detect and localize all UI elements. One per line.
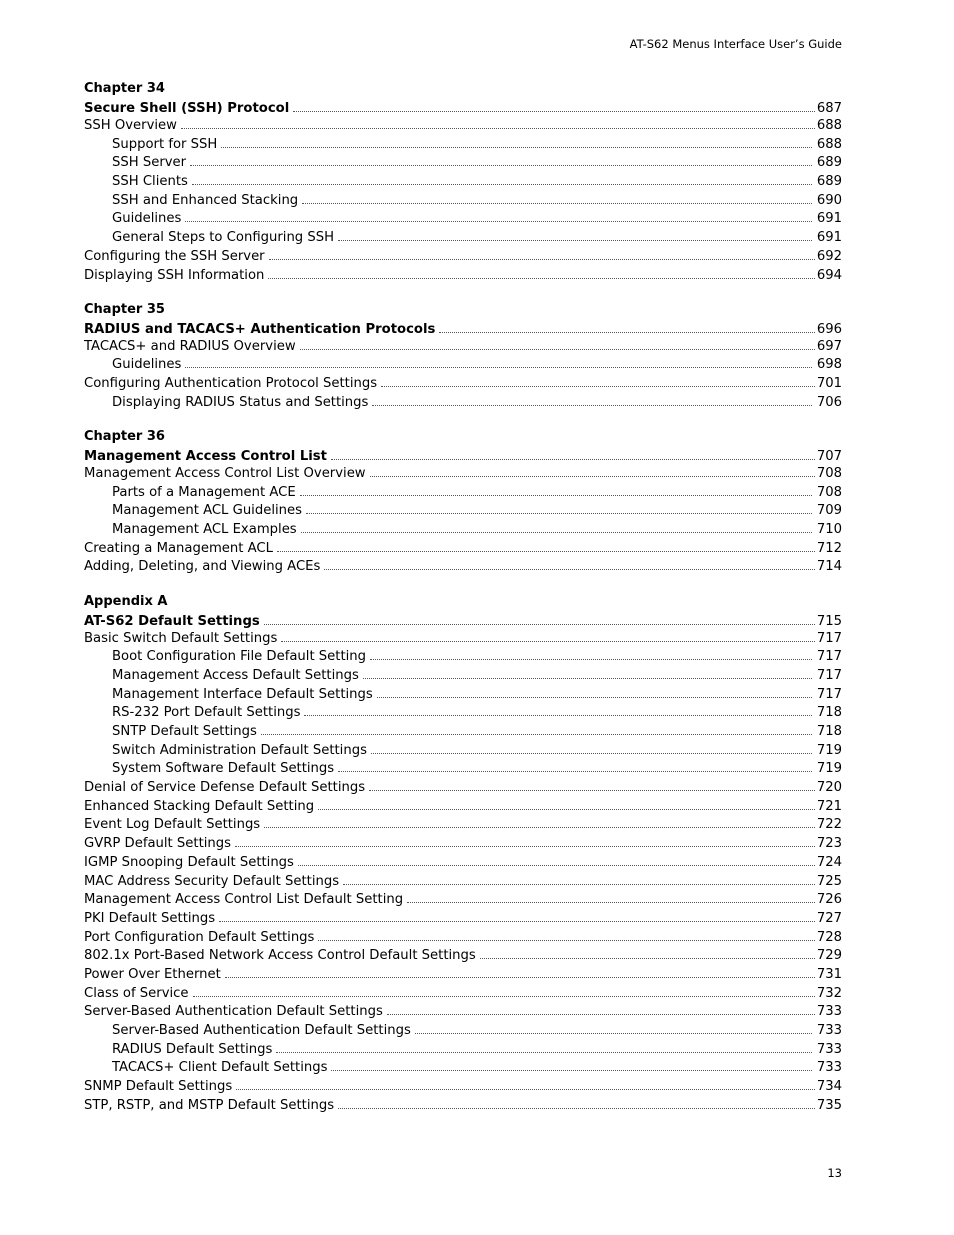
dot-leader xyxy=(268,275,814,279)
dot-leader xyxy=(264,621,815,625)
dot-leader xyxy=(306,510,812,514)
dot-leader xyxy=(219,918,815,922)
toc-entry[interactable] xyxy=(84,394,842,413)
dot-leader xyxy=(372,402,811,406)
toc-page-number: 689 xyxy=(816,174,842,190)
toc-page-number: 701 xyxy=(816,376,842,392)
toc-entry[interactable] xyxy=(84,1022,842,1041)
toc-entry-text: TACACS+ Client Default Settings xyxy=(112,1060,328,1076)
toc-page-number: 726 xyxy=(816,892,842,908)
toc-entry-text: Class of Service xyxy=(84,985,189,1001)
toc-chapter-title[interactable] xyxy=(84,614,842,630)
toc-entry[interactable] xyxy=(84,704,842,723)
toc-chapter-title[interactable] xyxy=(84,101,842,117)
dot-leader xyxy=(415,1030,812,1034)
toc-entry[interactable] xyxy=(84,966,842,985)
dot-leader xyxy=(300,346,815,350)
toc-entry[interactable] xyxy=(84,779,842,798)
toc-entry-text: RS-232 Port Default Settings xyxy=(112,705,301,721)
toc-entry-text: AT-S62 Default Settings xyxy=(84,613,260,629)
toc-page-number: 694 xyxy=(816,267,842,283)
toc-entry[interactable] xyxy=(84,1041,842,1060)
toc-page-number: 733 xyxy=(816,1023,842,1038)
toc-page-number: 708 xyxy=(816,465,842,481)
dot-leader xyxy=(370,656,812,660)
toc-entry-text: TACACS+ and RADIUS Overview xyxy=(84,338,296,354)
chapter-label: Chapter 35 xyxy=(84,301,165,317)
toc-page-number: 696 xyxy=(816,321,842,337)
toc-page-number: 688 xyxy=(816,136,842,152)
toc-entry[interactable] xyxy=(84,117,842,136)
toc-entry[interactable] xyxy=(84,173,842,192)
toc-page-number: 725 xyxy=(816,873,842,889)
toc-entry[interactable] xyxy=(84,854,842,873)
dot-leader xyxy=(298,862,815,866)
toc-entry-text: Management Access Default Settings xyxy=(112,667,359,683)
dot-leader xyxy=(193,993,815,997)
dot-leader xyxy=(363,675,812,679)
toc-entry-text: Management ACL Examples xyxy=(112,522,297,537)
toc-chapter xyxy=(84,301,842,413)
dot-leader xyxy=(236,1086,815,1090)
toc-entry[interactable] xyxy=(84,229,842,248)
toc-page-number: 719 xyxy=(816,761,842,777)
toc-page-number: 690 xyxy=(816,192,842,208)
toc-page-number: 709 xyxy=(816,503,842,519)
toc-entry-text: Parts of a Management ACE xyxy=(112,484,296,500)
toc-chapter-title[interactable] xyxy=(84,322,842,338)
toc-entry-text: SNTP Default Settings xyxy=(112,724,257,739)
toc-entry-text: PKI Default Settings xyxy=(84,910,216,926)
toc-entry[interactable] xyxy=(84,1059,842,1078)
toc-entry[interactable] xyxy=(84,798,842,817)
toc-page-number: 731 xyxy=(816,966,842,982)
chapter-label: Appendix A xyxy=(84,593,168,609)
dot-leader xyxy=(343,881,815,885)
toc-page-number: 729 xyxy=(816,948,842,964)
toc-entry-text: SNMP Default Settings xyxy=(84,1079,233,1095)
toc-entry-text: Configuring the SSH Server xyxy=(84,248,265,264)
toc-page-number: 691 xyxy=(816,211,842,227)
toc-page-number: 715 xyxy=(816,613,842,629)
dot-leader xyxy=(293,108,815,112)
running-header: AT-S62 Menus Interface User’s Guide xyxy=(629,37,842,51)
toc-entry-text: Management ACL Guidelines xyxy=(112,503,302,519)
toc-page-number: 721 xyxy=(816,798,842,814)
dot-leader xyxy=(318,937,814,941)
toc-chapter xyxy=(84,428,842,577)
dot-leader xyxy=(439,329,815,333)
toc-entry[interactable] xyxy=(84,686,842,705)
toc-entry[interactable] xyxy=(84,154,842,173)
toc-entry[interactable] xyxy=(84,667,842,686)
toc-entry-text: Management Access Control List xyxy=(84,448,327,464)
toc-page-number: 710 xyxy=(816,522,842,537)
toc-entry[interactable] xyxy=(84,723,842,742)
toc-entry[interactable] xyxy=(84,338,842,357)
toc-page-number: 717 xyxy=(816,630,842,646)
toc-entry[interactable] xyxy=(84,910,842,929)
toc-page-number: 717 xyxy=(816,649,842,665)
toc-entry[interactable] xyxy=(84,136,842,155)
toc-entry-text: System Software Default Settings xyxy=(112,761,335,777)
dot-leader xyxy=(480,955,815,959)
dot-leader xyxy=(281,638,814,642)
toc-entry-text: IGMP Snooping Default Settings xyxy=(84,854,294,870)
dot-leader xyxy=(407,899,815,903)
toc-page-number: 735 xyxy=(816,1097,842,1113)
toc-page-number: 718 xyxy=(816,705,842,721)
toc-entry[interactable] xyxy=(84,1003,842,1022)
toc-entry[interactable] xyxy=(84,816,842,835)
toc-entry-text: Management Interface Default Settings xyxy=(112,686,373,702)
toc-page-number: 719 xyxy=(816,742,842,758)
chapter-label: Chapter 36 xyxy=(84,428,165,444)
toc-entry-text: MAC Address Security Default Settings xyxy=(84,873,340,889)
toc-entry[interactable] xyxy=(84,356,842,375)
toc-entry[interactable] xyxy=(84,484,842,503)
toc-page-number: 698 xyxy=(816,357,842,373)
dot-leader xyxy=(318,806,815,810)
dot-leader xyxy=(264,824,815,828)
dot-leader xyxy=(301,529,812,533)
toc-entry-text: SSH and Enhanced Stacking xyxy=(112,192,299,208)
toc-entry[interactable] xyxy=(84,521,842,540)
dot-leader xyxy=(331,1067,811,1071)
toc-entry[interactable] xyxy=(84,267,842,286)
toc-entry-text: Guidelines xyxy=(112,211,182,227)
toc-entry[interactable] xyxy=(84,929,842,948)
toc-chapter xyxy=(84,593,842,1116)
toc-page-number: 720 xyxy=(816,780,842,796)
dot-leader xyxy=(369,787,815,791)
toc-page-number: 708 xyxy=(816,484,842,500)
toc-entry[interactable] xyxy=(84,558,842,577)
toc-entry[interactable] xyxy=(84,835,842,854)
dot-leader xyxy=(269,256,815,260)
toc-entry[interactable] xyxy=(84,465,842,484)
toc-page-number: 727 xyxy=(816,910,842,926)
dot-leader xyxy=(192,181,812,185)
toc-entry-text: Support for SSH xyxy=(112,136,218,152)
toc-page-number: 717 xyxy=(816,667,842,683)
page-number: 13 xyxy=(827,1166,842,1180)
toc-page-number: 687 xyxy=(816,101,842,116)
toc-entry-text: SSH Server xyxy=(112,155,187,171)
dot-leader xyxy=(276,1049,811,1053)
toc-entry[interactable] xyxy=(84,248,842,267)
dot-leader xyxy=(302,200,812,204)
toc-entry[interactable] xyxy=(84,375,842,394)
toc-entry-text: Enhanced Stacking Default Setting xyxy=(84,798,315,814)
toc-page-number: 718 xyxy=(816,724,842,739)
toc-entry-text: Management Access Control List Default Setting xyxy=(84,892,404,908)
toc-page-number: 692 xyxy=(816,248,842,264)
toc-page-number: 717 xyxy=(816,686,842,702)
toc-entry[interactable] xyxy=(84,630,842,649)
toc-entry-text: Power Over Ethernet xyxy=(84,966,221,982)
dot-leader xyxy=(331,456,815,460)
toc-page-number: 689 xyxy=(816,155,842,171)
toc-entry-text: STP, RSTP, and MSTP Default Settings xyxy=(84,1097,335,1113)
dot-leader xyxy=(261,731,812,735)
toc-page-number: 714 xyxy=(816,559,842,575)
toc-entry[interactable] xyxy=(84,648,842,667)
toc-entry[interactable] xyxy=(84,891,842,910)
toc-entry-text: Displaying RADIUS Status and Settings xyxy=(112,394,369,410)
toc-entry[interactable] xyxy=(84,502,842,521)
dot-leader xyxy=(225,974,815,978)
toc-page-number: 722 xyxy=(816,817,842,833)
toc-entry[interactable] xyxy=(84,742,842,761)
toc-entry-text: 802.1x Port-Based Network Access Control Default Settings xyxy=(84,948,476,964)
toc-chapter xyxy=(84,80,842,285)
toc-page-number: 706 xyxy=(816,394,842,410)
toc-entry-text: Creating a Management ACL xyxy=(84,540,273,556)
dot-leader xyxy=(338,1105,815,1109)
dot-leader xyxy=(381,383,815,387)
toc-entry-text: GVRP Default Settings xyxy=(84,836,232,852)
toc-page-number: 733 xyxy=(816,1004,842,1020)
toc-entry-text: Adding, Deleting, and Viewing ACEs xyxy=(84,559,321,575)
toc-entry-text: RADIUS and TACACS+ Authentication Protocols xyxy=(84,321,436,337)
dot-leader xyxy=(304,712,811,716)
toc-entry[interactable] xyxy=(84,1078,842,1097)
toc-entry[interactable] xyxy=(84,540,842,559)
chapter-label: Chapter 34 xyxy=(84,81,165,96)
toc-entry-text: Displaying SSH Information xyxy=(84,267,265,283)
toc-entry-text: Guidelines xyxy=(112,357,182,373)
toc-page-number: 728 xyxy=(816,929,842,945)
dot-leader xyxy=(377,694,812,698)
dot-leader xyxy=(190,162,812,166)
toc-entry[interactable] xyxy=(84,985,842,1004)
toc-entry[interactable] xyxy=(84,760,842,779)
toc-page-number: 712 xyxy=(816,540,842,556)
toc-entry[interactable] xyxy=(84,1097,842,1116)
dot-leader xyxy=(338,768,812,772)
toc-entry[interactable] xyxy=(84,947,842,966)
dot-leader xyxy=(185,364,811,368)
toc-entry-text: Secure Shell (SSH) Protocol xyxy=(84,101,290,116)
toc-chapter-title[interactable] xyxy=(84,449,842,465)
toc-entry-text: General Steps to Configuring SSH xyxy=(112,230,335,246)
toc-entry[interactable] xyxy=(84,192,842,211)
toc-entry-text: Server-Based Authentication Default Settings xyxy=(84,1004,383,1020)
toc-page-number: 697 xyxy=(816,338,842,354)
dot-leader xyxy=(324,566,814,570)
table-of-contents xyxy=(84,80,842,1131)
dot-leader xyxy=(185,218,811,222)
dot-leader xyxy=(371,750,812,754)
dot-leader xyxy=(181,125,815,129)
toc-entry-text: Management Access Control List Overview xyxy=(84,465,366,481)
toc-page-number: 724 xyxy=(816,854,842,870)
toc-page-number: 691 xyxy=(816,230,842,246)
toc-entry-text: SSH Overview xyxy=(84,118,177,133)
dot-leader xyxy=(235,843,815,847)
toc-entry[interactable] xyxy=(84,873,842,892)
toc-page-number: 732 xyxy=(816,985,842,1001)
toc-entry-text: RADIUS Default Settings xyxy=(112,1041,273,1057)
toc-entry-text: Basic Switch Default Settings xyxy=(84,630,278,646)
dot-leader xyxy=(300,492,812,496)
toc-entry-text: SSH Clients xyxy=(112,174,188,190)
dot-leader xyxy=(277,548,815,552)
toc-page-number: 733 xyxy=(816,1041,842,1057)
toc-entry-text: Switch Administration Default Settings xyxy=(112,742,367,758)
toc-page-number: 688 xyxy=(816,118,842,133)
toc-entry-text: Configuring Authentication Protocol Settings xyxy=(84,376,378,392)
toc-entry-text: Event Log Default Settings xyxy=(84,817,261,833)
toc-page-number: 707 xyxy=(816,448,842,464)
toc-page-number: 723 xyxy=(816,836,842,852)
toc-entry-text: Boot Configuration File Default Setting xyxy=(112,649,367,665)
dot-leader xyxy=(221,144,812,148)
toc-page-number: 734 xyxy=(816,1079,842,1095)
toc-entry-text: Denial of Service Defense Default Settings xyxy=(84,780,366,796)
toc-entry[interactable] xyxy=(84,210,842,229)
toc-page-number: 733 xyxy=(816,1060,842,1076)
toc-entry-text: Server-Based Authentication Default Settings xyxy=(112,1023,411,1038)
toc-entry-text: Port Configuration Default Settings xyxy=(84,929,315,945)
dot-leader xyxy=(387,1011,815,1015)
dot-leader xyxy=(338,237,812,241)
dot-leader xyxy=(370,473,815,477)
